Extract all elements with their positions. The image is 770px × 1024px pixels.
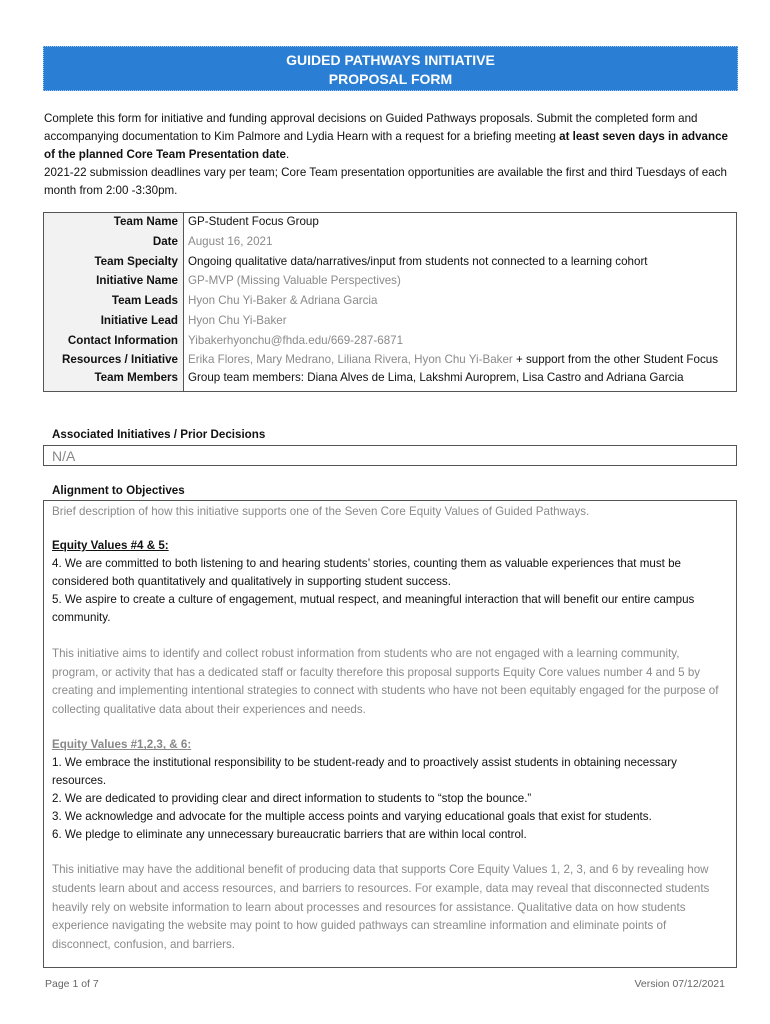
table-row [44,292,737,312]
team-name-label: Team Name [44,213,184,233]
alignment-label: Alignment to Objectives [52,484,185,497]
form-title: GUIDED PATHWAYS INITIATIVE [286,52,495,68]
instructions-paragraph-1 [44,110,734,164]
team-specialty-value[interactable]: Ongoing qualitative data/narratives/input from students not connected to a learning cohort [188,254,648,268]
table-row [44,253,737,273]
date-label: Date [44,233,184,253]
resources-label-line2: Team Members [94,370,178,384]
instructions-end: . [286,148,290,161]
version-label: Version 07/12/2021 [634,978,725,990]
page-number: Page 1 of 7 [45,978,99,990]
table-row [44,233,737,253]
resources-label-line1: Resources / Initiative [62,353,178,367]
equity-value-6: 6. We pledge to eliminate any unnecessary bureaucratic barriers that are within local control. [52,828,527,842]
initiative-name-label: Initiative Name [44,272,184,292]
equity-value-1: 1. We embrace the institutional responsibility to be student-ready and to proactively assist students in obtaining necessary resources. [52,756,677,788]
alignment-paragraph-2: This initiative may have the additional benefit of producing data that supports Core Equity Values 1, 2, 3, and 6 by revealing how students learn about and access resources, and barriers to resources. For example, data may reveal that disconnected students heavily rely on website information to learn about processes and resources for assistance. Qualitative data on how students experience navigating the website may point to how guided pathways can streamline information and eliminate points of disconnect, confusion, and barriers. [52,863,710,951]
date-value[interactable]: August 16, 2021 [188,234,273,248]
table-row [44,213,737,233]
team-leads-label: Team Leads [44,292,184,312]
equity-heading-2: Equity Values #1,2,3, & 6: [52,738,192,752]
team-leads-value[interactable]: Hyon Chu Yi-Baker & Adriana Garcia [188,294,378,308]
team-specialty-label: Team Specialty [44,253,184,273]
table-row [44,351,737,391]
deadline-emphasis: at least seven days in advance of the planned Core Team Presentation date [44,130,728,161]
equity-value-3: 3. We acknowledge and advocate for the multiple access points and varying educational goals that exist for students. [52,810,652,824]
form-title-banner [43,46,738,91]
resources-gray-text: Erika Flores, Mary Medrano, Liliana Rivera, Hyon Chu Yi-Baker [188,353,513,367]
equity-value-5: 5. We aspire to create a culture of engagement, mutual respect, and meaningful interaction that will benefit our entire campus community. [52,593,695,624]
resources-label [44,351,184,391]
contact-value[interactable]: Yibakerhyonchu@fhda.edu/669-287-6871 [188,333,404,347]
team-info-table [43,212,737,392]
associated-initiatives-label: Associated Initiatives / Prior Decisions [52,428,266,441]
resources-black-text: + support from the other Student Focus Group team members: Diana Alves de Lima, Lakshmi Auroprem, Lisa Castro and Adriana Garcia [188,353,719,384]
alignment-field[interactable] [43,500,737,968]
equity-value-4: 4. We are committed to both listening to and hearing students’ stories, counting them as valuable experiences that must be considered both quantitatively and qualitatively in supporting student success. [52,557,681,588]
contact-label: Contact Information [44,332,184,352]
equity-heading-1: Equity Values #4 & 5: [52,539,169,552]
table-row [44,332,737,352]
table-row [44,312,737,332]
initiative-lead-label: Initiative Lead [44,312,184,332]
team-name-value[interactable]: GP-Student Focus Group [188,215,319,228]
instructions-paragraph-2: 2021-22 submission deadlines vary per team; Core Team presentation opportunities are available the first and third Tuesdays of each month from 2:00 -3:30pm. [44,166,727,197]
alignment-paragraph-1: This initiative aims to identify and collect robust information from students who are not engaged with a learning community, program, or activity that has a dedicated staff or faculty therefore this proposal supports Equity Core values number 4 and 5 by creating and implementing intentional strategies to connect with students who have not been equitably engaged for the purpose of collecting qualitative data about their experiences and needs. [52,647,719,716]
resources-value[interactable] [184,351,737,391]
form-subtitle: PROPOSAL FORM [328,71,453,87]
equity-value-2: 2. We are dedicated to providing clear and direct information to students to “stop the bounce.” [52,792,532,806]
alignment-prompt: Brief description of how this initiative supports one of the Seven Core Equity Values of Guided Pathways. [52,505,590,518]
table-row [44,272,737,292]
initiative-name-value[interactable]: GP-MVP (Missing Valuable Perspectives) [188,274,401,288]
associated-initiatives-field[interactable]: N/A [43,445,737,466]
initiative-lead-value[interactable]: Hyon Chu Yi-Baker [188,313,287,327]
instructions [44,110,734,200]
instructions-text: Complete this form for initiative and funding approval decisions on Guided Pathways proposals. Submit the completed form and accompanying documentation to Kim Palmore and Lydia Hearn with a request for a briefing meeting [44,112,698,143]
